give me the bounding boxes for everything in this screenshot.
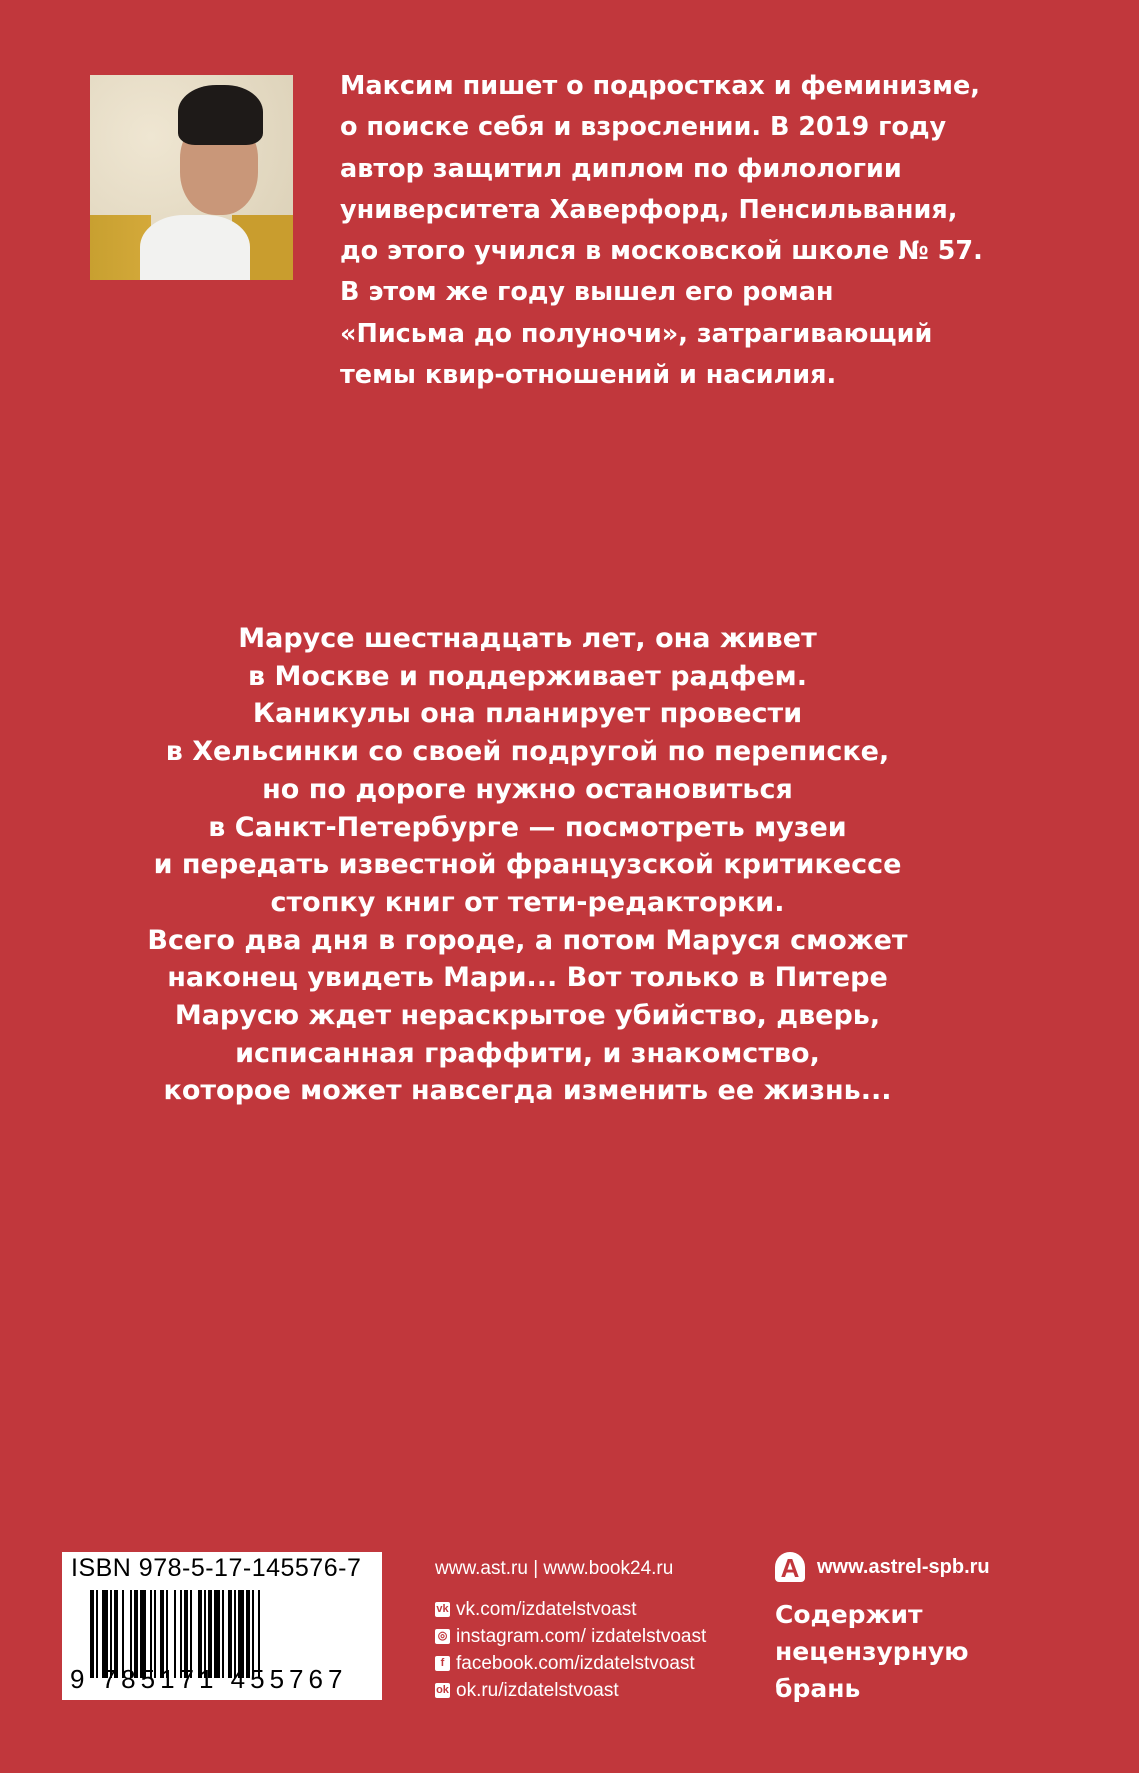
warning-line: Содержит [775,1600,923,1629]
author-photo [90,75,293,280]
warning-line: нецензурную [775,1637,969,1666]
instagram-icon: ◎ [435,1629,450,1644]
social-link[interactable] [435,1650,706,1677]
social-link-text[interactable]: ok.ru/izdatelstvoast [456,1680,619,1701]
astrel-site-link[interactable]: www.astrel-spb.ru [817,1555,990,1578]
social-link[interactable] [435,1623,706,1650]
website-links[interactable]: www.ast.ru | www.book24.ru [435,1558,674,1579]
bio-line: о поиске себя и взрослении. В 2019 году [340,112,947,143]
social-link-text[interactable]: instagram.com/ izdatelstvoast [456,1626,707,1647]
facebook-icon: f [435,1656,450,1671]
bio-line: Максим пишет о подростках и феминизме, [340,71,980,101]
bio-line: университета Хаверфорд, Пенсильвания, [340,194,958,225]
annotation-line: которое может навсегда изменить ее жизнь... [163,1075,892,1107]
content-warning [775,1596,990,1707]
annotation-line: в Санкт-Петербурге — посмотреть музеи [208,811,847,843]
author-bio [340,66,1060,396]
book-annotation [0,620,1055,1110]
isbn-text: ISBN 978-5-17-145576-7 [71,1554,362,1582]
annotation-line: исписанная граффити, и знакомство, [235,1037,820,1069]
social-link-text[interactable]: facebook.com/izdatelstvoast [456,1653,695,1674]
annotation-line: и передать известной французской критикессе [153,849,902,881]
annotation-line: Марусе шестнадцать лет, она живет [238,623,817,654]
annotation-line: в Хельсинки со своей подругой по переписке, [165,736,890,768]
annotation-line: Каникулы она планирует провести [252,698,803,730]
odnoklassniki-icon: ok [436,1684,449,1696]
annotation-line: наконец увидеть Мари... Вот только в Питере [167,962,888,994]
social-link[interactable] [435,1596,706,1623]
publisher-block [775,1552,990,1707]
barcode-box [62,1552,382,1700]
social-link[interactable] [435,1677,706,1704]
annotation-line: в Москве и поддерживает радфем. [247,660,808,692]
annotation-line: но по дороге нужно остановиться [262,773,793,805]
bio-line: «Письма до полуночи», затрагивающий [340,318,933,349]
annotation-line: Всего два дня в городе, а потом Маруся сможет [147,924,908,956]
annotation-line: стопку книг от тети-редакторки. [270,886,785,918]
bio-line: до этого учился в московской школе № 57. [340,236,983,267]
annotation-line: Марусю ждет нераскрытое убийство, дверь, [174,1000,881,1032]
ast-logo-icon: A [775,1552,805,1582]
publisher-links [435,1555,706,1704]
bio-line: темы квир-отношений и насилия. [340,360,837,391]
bio-line: автор защитил диплом по филологии [340,153,902,184]
social-link-text[interactable]: vk.com/izdatelstvoast [456,1599,637,1620]
vk-icon: vk [436,1603,449,1615]
barcode-digits: 9 785171 455767 [70,1664,348,1694]
bio-line: В этом же году вышел его роман [340,277,834,308]
warning-line: брань [775,1674,861,1703]
